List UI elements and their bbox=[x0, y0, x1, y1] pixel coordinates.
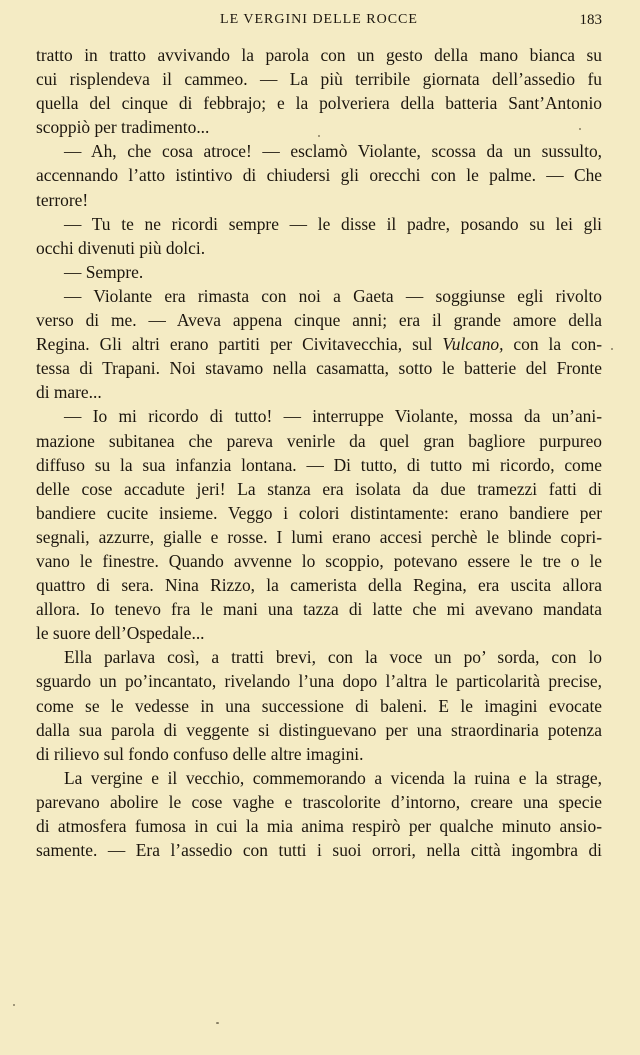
paper-speck bbox=[13, 1004, 15, 1006]
text-line: allora. Io tenevo fra le mani una tazza di latte che mi avevano mandata bbox=[36, 599, 602, 620]
text-line: occhi divenuti più dolci. bbox=[36, 237, 206, 258]
text-line: diffuso su la sua infanzia lontana. — Di tutto, di tutto mi ricordo, come bbox=[36, 454, 602, 475]
paper-speck bbox=[611, 348, 613, 350]
text-line: di mare... bbox=[36, 382, 102, 403]
text-line: — Ah, che cosa atroce! — esclamò Violante, scossa da un sussulto, bbox=[64, 141, 602, 162]
text-line: parevano abolire le cose vaghe e trascolorite d’intorno, creare una specie bbox=[36, 791, 602, 812]
text-line: quattro di sera. Nina Rizzo, la camerista della Regina, era uscita allora bbox=[36, 575, 602, 596]
text-line: di rilievo sul fondo confuso delle altre imagini. bbox=[36, 743, 364, 764]
text-line: sguardo un po’incantato, rivelando l’una dopo l’altra le particolarità precise, bbox=[36, 671, 602, 692]
text-line: — Violante era rimasta con noi a Gaeta — soggiunse egli rivolto bbox=[64, 285, 602, 306]
ship-name-italic: Vulcano, bbox=[442, 334, 504, 355]
text-line: come se le vedesse in una successione di baleni. E le imagini evocate bbox=[36, 695, 602, 716]
paper-speck bbox=[318, 135, 320, 137]
body-text bbox=[36, 43, 602, 862]
text-line: cui risplendeva il cammeo. — La più terribile giornata dell’assedio fu bbox=[36, 69, 602, 90]
line-segment: con la con- bbox=[503, 334, 602, 355]
text-line: tessa di Trapani. Noi stavamo nella casamatta, sotto le batterie del Fronte bbox=[36, 358, 602, 379]
text-line: di atmosfera fumosa in cui la mia anima respirò per qualche minuto ansio- bbox=[36, 816, 602, 836]
running-header bbox=[36, 9, 602, 31]
text-line: terrore! bbox=[36, 189, 89, 210]
running-title: LE VERGINI DELLE ROCCE bbox=[220, 12, 418, 27]
page-number: 183 bbox=[579, 12, 602, 28]
text-line: segnali, azzurre, gialle e rosse. I lumi erano accesi perchè le blinde copri- bbox=[36, 526, 602, 547]
text-line: La vergine e il vecchio, commemorando a vicenda la ruina e la strage, bbox=[64, 767, 602, 788]
text-line: — Tu te ne ricordi sempre — le disse il padre, posando su lei gli bbox=[64, 213, 602, 234]
text-line: accennando l’atto istintivo di chiudersi gli orecchi con le palme. — Che bbox=[36, 165, 602, 186]
text-line: bandiere cucite insieme. Veggo i colori distintamente: erano bandiere per bbox=[36, 502, 602, 523]
paper-speck bbox=[216, 1022, 219, 1024]
line-segment: Regina. Gli altri erano partiti per Civitavecchia, sul bbox=[36, 334, 443, 355]
text-line: dalla sua parola di veggente si distinguevano per una straordinaria potenza bbox=[36, 719, 602, 740]
text-line: le suore dell’Ospedale... bbox=[36, 623, 205, 644]
text-line: scoppiò per tradimento... bbox=[36, 117, 210, 138]
text-line: delle cose accadute jeri! La stanza era isolata da due tramezzi fatti di bbox=[36, 478, 602, 499]
text-line: tratto in tratto avvivando la parola con un gesto della mano bianca su bbox=[36, 45, 602, 65]
text-line: mazione subitanea che pareva venirle da quel gran bagliore purpureo bbox=[36, 430, 602, 451]
text-line: — Io mi ricordo di tutto! — interruppe Violante, mossa da un’ani- bbox=[64, 406, 602, 427]
text-line: Ella parlava così, a tratti brevi, con la voce un po’ sorda, con lo bbox=[64, 647, 602, 668]
text-line: — Sempre. bbox=[64, 261, 144, 282]
text-line: vano le finestre. Quando avvenne lo scoppio, potevano essere le tre o le bbox=[36, 550, 602, 571]
paper-speck bbox=[579, 128, 581, 130]
text-line: samente. — Era l’assedio con tutti i suoi orrori, nella città ingombra di bbox=[36, 840, 602, 861]
text-line bbox=[36, 332, 602, 356]
text-line: quella del cinque di febbrajo; e la polveriera della batteria Sant’Antonio bbox=[36, 93, 602, 114]
text-line: verso di me. — Aveva appena cinque anni; era il grande amore della bbox=[36, 310, 602, 331]
